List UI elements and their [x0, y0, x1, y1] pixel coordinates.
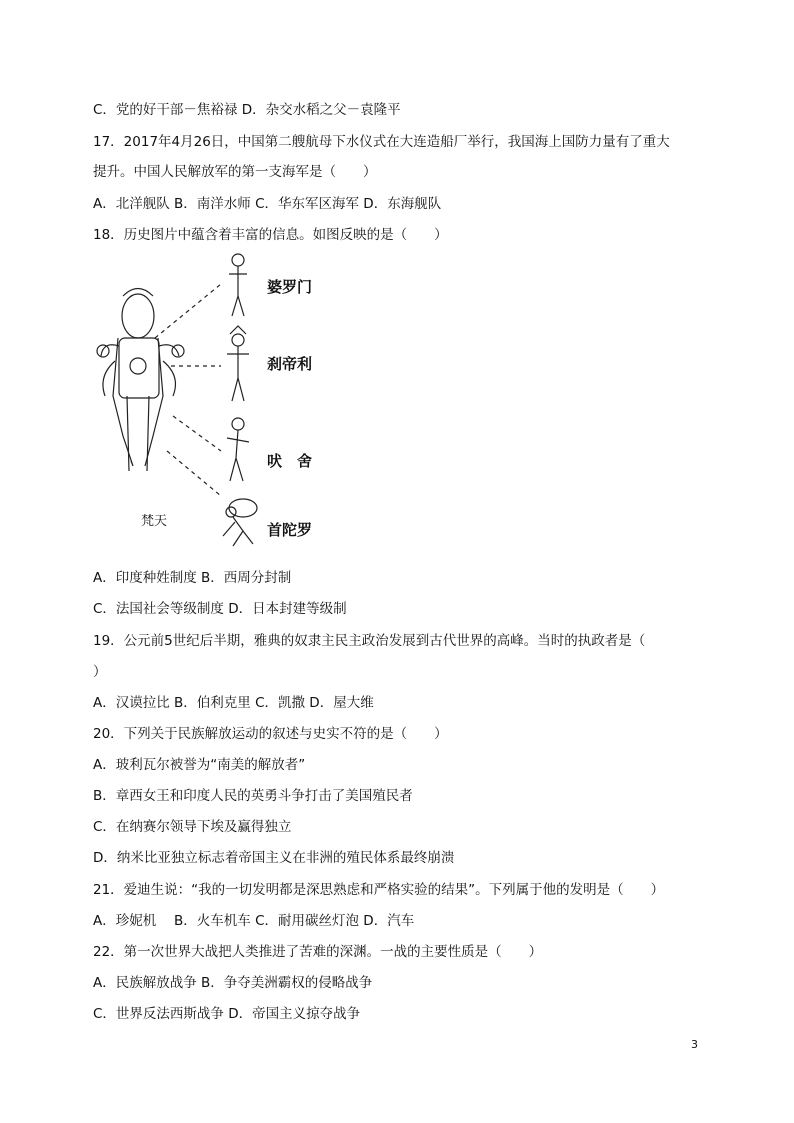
question-20-option-c: C．在纳赛尔领导下埃及赢得独立	[93, 819, 292, 835]
question-17-line1: 17．2017年4月26日，中国第二艘航母下水仪式在大连造船厂举行，我国海上国防力量有了重大	[93, 134, 670, 150]
question-21: 21．爱迪生说：“我的一切发明都是深思熟虑和严格实验的结果”。下列属于他的发明是（ ）	[93, 882, 665, 898]
question-18-options-1: A．印度种姓制度 B．西周分封制	[93, 570, 292, 586]
caste-label-shudra: 首陀罗	[267, 521, 313, 539]
page-number: 3	[691, 1038, 698, 1051]
question-21-options: A．珍妮机 B．火车机车 C．耐用碳丝灯泡 D．汽车	[93, 913, 415, 929]
question-20-option-d: D．纳米比亚独立标志着帝国主义在非洲的殖民体系最终崩溃	[93, 850, 455, 866]
question-20: 20．下列关于民族解放运动的叙述与史实不符的是（ ）	[93, 726, 448, 742]
question-17-options: A．北洋舰队 B．南洋水师 C．华东军区海军 D．东海舰队	[93, 196, 442, 212]
caste-system-figure	[93, 246, 333, 556]
caste-label-brahmin: 婆罗门	[267, 278, 313, 296]
question-20-option-a: A．玻利瓦尔被誉为“南美的解放者”	[93, 757, 306, 773]
question-18-options-2: C．法国社会等级制度 D．日本封建等级制	[93, 601, 347, 617]
caste-label-kshatriya: 刹帝利	[267, 355, 313, 373]
question-17-line2: 提升。中国人民解放军的第一支海军是（ ）	[93, 164, 377, 180]
question-22-options-1: A．民族解放战争 B．争夺美洲霸权的侵略战争	[93, 975, 373, 991]
question-20-option-b: B．章西女王和印度人民的英勇斗争打击了美国殖民者	[93, 788, 413, 804]
question-19-options: A．汉谟拉比 B．伯利克里 C．凯撒 D．屋大维	[93, 695, 374, 711]
god-label-brahma: 梵天	[141, 514, 168, 529]
line-16c: C．党的好干部－焦裕禄 D．杂交水稻之父－袁隆平	[93, 102, 401, 118]
question-22-options-2: C．世界反法西斯战争 D．帝国主义掠夺战争	[93, 1006, 361, 1022]
question-22: 22．第一次世界大战把人类推进了苦难的深渊。一战的主要性质是（ ）	[93, 944, 543, 960]
caste-label-vaishya: 吠 舍	[267, 452, 313, 470]
question-19-line1: 19．公元前5世纪后半期，雅典的奴隶主民主政治发展到古代世界的高峰。当时的执政者是（	[93, 633, 646, 649]
question-18: 18．历史图片中蕴含着丰富的信息。如图反映的是（ ）	[93, 227, 448, 243]
question-19-line2: ）	[93, 664, 107, 680]
